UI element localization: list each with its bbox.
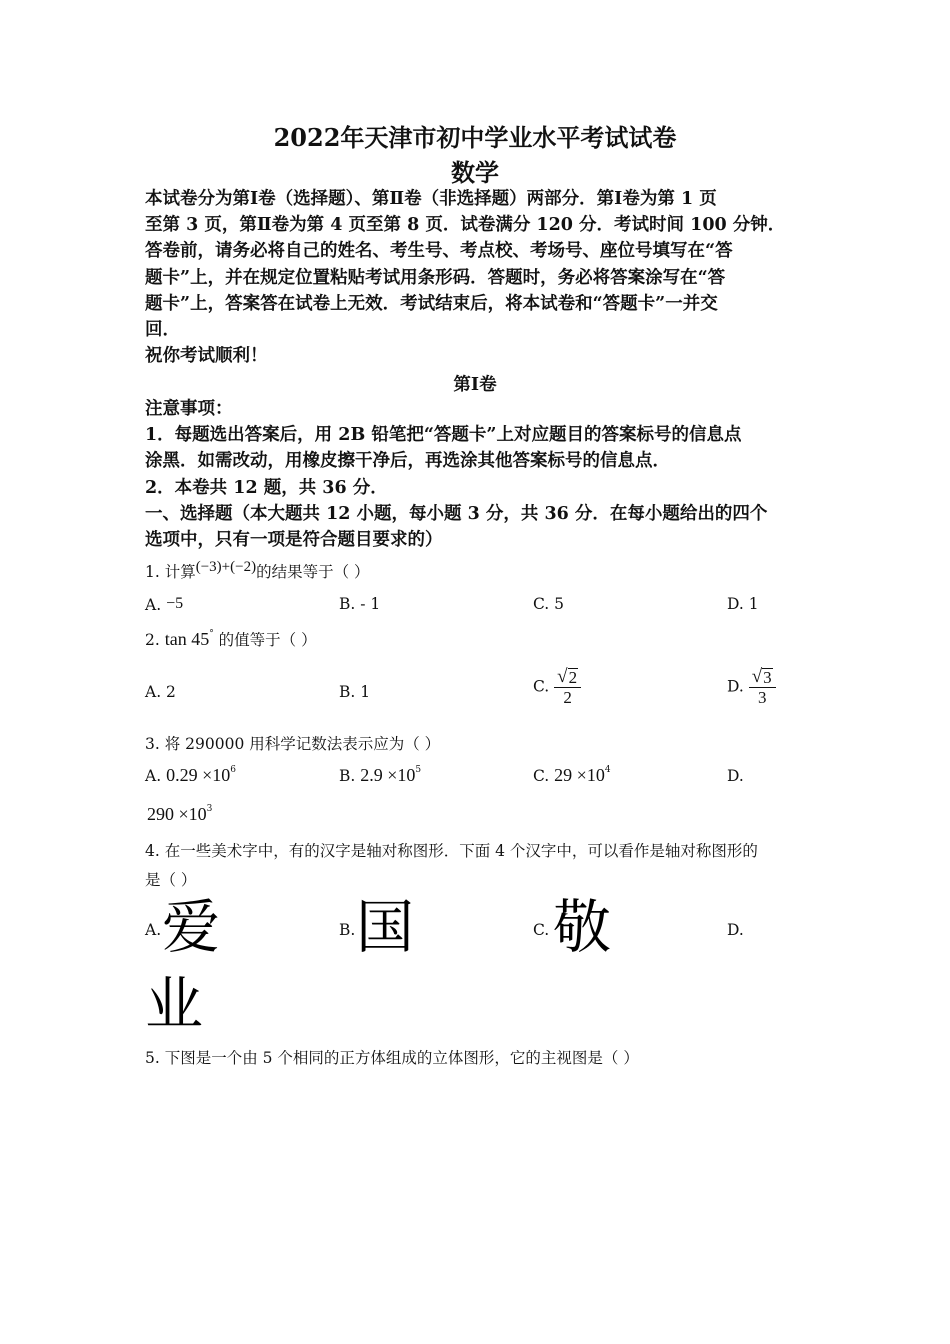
good-luck-line: 祝你考试顺利！: [145, 346, 268, 367]
section-title: 第Ⅰ卷: [453, 375, 497, 395]
q2-option-d: D. √ 3 3: [727, 667, 776, 708]
character-ye-image: 业: [145, 970, 204, 1038]
question-5: 5. 下图是一个由 5 个相同的正方体组成的立体图形，它的主视图是（ ）: [145, 1049, 639, 1067]
q3-option-b: B. $2.9 \times 10^5$: [339, 765, 422, 785]
question-1-prefix: 1. 计算: [145, 563, 196, 581]
question-2: 2. tan 45° 的值等于（ ）: [145, 629, 317, 649]
question-4-line-2: 是（ ）: [145, 871, 197, 889]
q3-option-d: D.: [727, 767, 744, 785]
q3-option-d-value: $290 \times 10^3$: [147, 804, 213, 824]
note-line: 涂黑．如需改动，用橡皮擦干净后，再选涂其他答案标号的信息点．: [145, 451, 670, 472]
q1-option-d: D. 1: [727, 595, 759, 613]
subject-title: 数学: [451, 158, 499, 187]
q1-option-c: C. 5: [533, 595, 565, 613]
character-ai-image: 爱: [162, 893, 221, 961]
sqrt2-over-2-fraction: √ 2 2: [554, 667, 581, 708]
q3-option-a: A. $0.29 \times 10^6$: [145, 765, 236, 785]
question-3: 3. 将 290000 用科学记数法表示应为（ ）: [145, 735, 441, 753]
q3-option-c: C. $29 \times 10^4$: [533, 765, 611, 785]
instruction-line: 至第 3 页，第Ⅱ卷为第 4 页至第 8 页．试卷满分 120 分．考试时间 100 分钟．: [145, 215, 786, 236]
exam-instructions: [145, 186, 805, 369]
instruction-line: 题卡”上，并在规定位置粘贴考试用条形码．答题时，务必将答案涂写在“答: [145, 267, 726, 288]
question-2-suffix: 的值等于（ ）: [213, 631, 317, 649]
q2-option-c: C. √ 2 2: [533, 667, 581, 708]
q2-option-a: A. 2: [145, 683, 176, 701]
instruction-line: 本试卷分为第Ⅰ卷（选择题）、第Ⅱ卷（非选择题）两部分．第Ⅰ卷为第 1 页: [145, 189, 717, 209]
note-line: 1．每题选出答案后，用 2B 铅笔把“答题卡”上对应题目的答案标号的信息点: [145, 425, 742, 446]
notes-heading: 注意事项：: [145, 399, 233, 419]
sqrt3-over-3-fraction: √ 3 3: [749, 667, 776, 708]
note-line: 2．本卷共 12 题，共 36 分．: [145, 477, 388, 498]
notes-block: [145, 396, 805, 553]
q4-option-c-label: C.: [533, 921, 550, 939]
instruction-line: 答卷前，请务必将自己的姓名、考生号、考点校、考场号、座位号填写在“答: [145, 241, 733, 262]
exam-title: 2022年天津市初中学业水平考试试卷: [273, 123, 677, 152]
q4-option-a-label: A.: [145, 921, 162, 939]
q1-option-b: B. - 1: [339, 595, 381, 613]
character-jing-image: 敬: [553, 893, 612, 961]
character-guo-image: 国: [356, 893, 415, 961]
instruction-line: 题卡”上，答案答在试卷上无效．考试结束后，将本试卷和“答题卡”一并交: [145, 293, 718, 314]
q1-option-a: A. −5: [145, 595, 184, 614]
part-heading: 选项中，只有一项是符合题目要求的）: [145, 530, 443, 551]
q2-option-b: B. 1: [339, 683, 371, 701]
q4-option-d-label: D.: [727, 921, 744, 939]
part-heading: 一、选择题（本大题共 12 小题，每小题 3 分，共 36 分．在每小题给出的四个: [145, 503, 768, 524]
instruction-line: 回．: [145, 320, 180, 341]
question-2-expression: tan 45: [164, 629, 210, 649]
question-1-suffix: 的结果等于（ ）: [256, 563, 370, 581]
question-4-line-1: 4. 在一些美术字中，有的汉字是轴对称图形．下面 4 个汉字中，可以看作是轴对称图形的: [145, 842, 758, 860]
question-1-expression: (−3)+(−2): [195, 559, 257, 575]
q4-option-b-label: B.: [339, 921, 356, 939]
question-1: [145, 559, 370, 582]
